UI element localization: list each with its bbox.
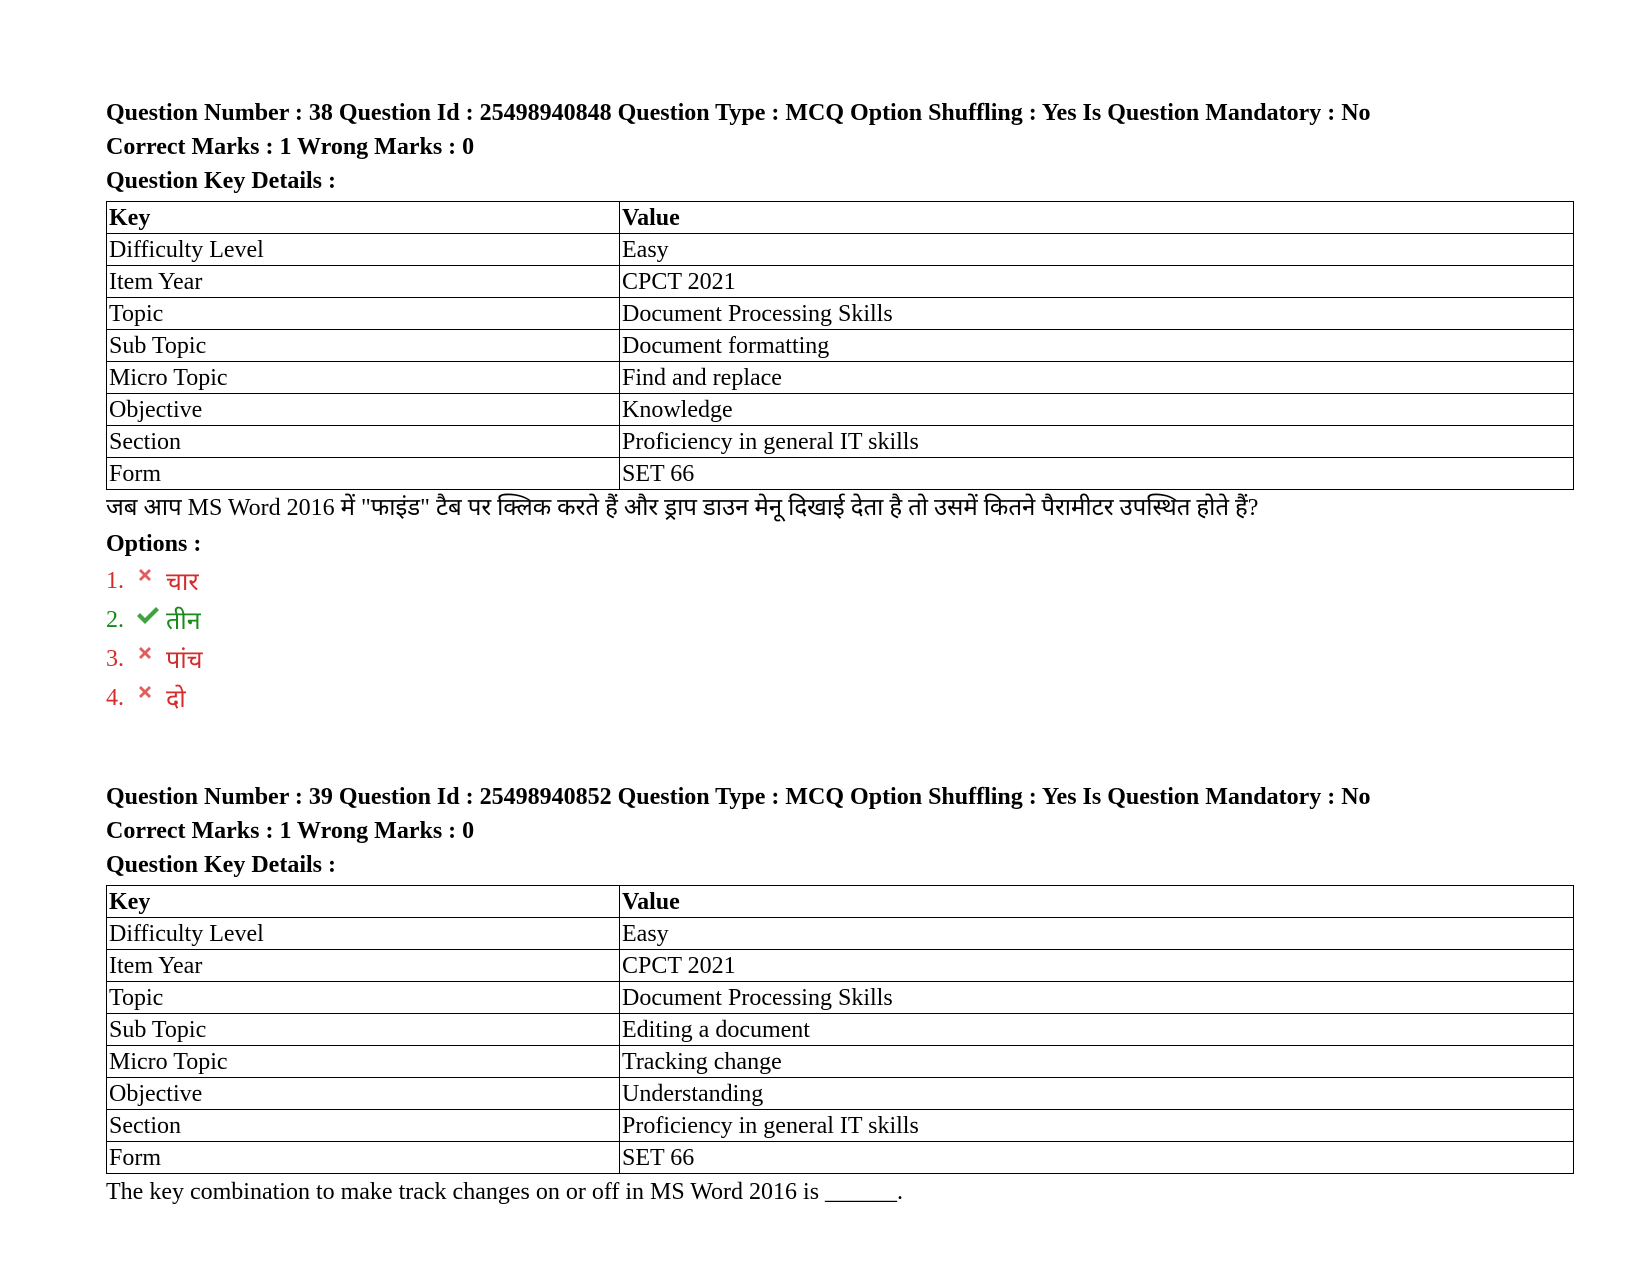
value-header: Value <box>620 886 1574 918</box>
option-number: 2. <box>106 607 124 633</box>
key-details-table <box>106 201 1574 490</box>
check-icon <box>134 609 162 633</box>
row-key: Micro Topic <box>107 1046 620 1078</box>
key-details-label: Question Key Details : <box>106 852 336 878</box>
option-number: 3. <box>106 646 124 672</box>
row-key: Item Year <box>107 266 620 298</box>
table-row <box>107 1078 1574 1110</box>
option-3 <box>106 640 1574 679</box>
table-row <box>107 266 1574 298</box>
row-value: CPCT 2021 <box>620 266 1574 298</box>
table-row <box>107 234 1574 266</box>
question-meta: Question Number : 39 Question Id : 25498940852 Question Type : MCQ Option Shuffling : Yes Is Question Mandatory : No <box>106 784 1371 810</box>
row-key: Micro Topic <box>107 362 620 394</box>
option-number: 1. <box>106 568 124 594</box>
question-text: जब आप MS Word 2016 में "फाइंड" टैब पर क्लिक करते हैं और ड्राप डाउन मेनू दिखाई देता है तो उसमें कितने पैरामीटर उपस्थित होते हैं? <box>106 495 1259 521</box>
row-key: Form <box>107 1142 620 1174</box>
row-value: CPCT 2021 <box>620 950 1574 982</box>
option-4 <box>106 679 1574 718</box>
row-key: Difficulty Level <box>107 234 620 266</box>
key-details-label: Question Key Details : <box>106 168 336 194</box>
option-1 <box>106 562 1574 601</box>
table-header-row <box>107 202 1574 234</box>
row-value: SET 66 <box>620 1142 1574 1174</box>
cross-icon <box>134 648 162 672</box>
option-text: चार <box>166 567 199 596</box>
question-block-39 <box>106 780 1574 1210</box>
row-value: Document Processing Skills <box>620 982 1574 1014</box>
row-value: Document Processing Skills <box>620 298 1574 330</box>
row-value: SET 66 <box>620 458 1574 490</box>
row-value: Easy <box>620 234 1574 266</box>
marks-line: Correct Marks : 1 Wrong Marks : 0 <box>106 818 475 844</box>
cross-icon <box>134 570 162 594</box>
option-text: पांच <box>166 645 203 674</box>
row-value: Understanding <box>620 1078 1574 1110</box>
table-row <box>107 918 1574 950</box>
table-row <box>107 1014 1574 1046</box>
row-key: Section <box>107 1110 620 1142</box>
row-value: Easy <box>620 918 1574 950</box>
table-row <box>107 362 1574 394</box>
row-value: Document formatting <box>620 330 1574 362</box>
table-header-row <box>107 886 1574 918</box>
table-row <box>107 458 1574 490</box>
table-row <box>107 1046 1574 1078</box>
option-text: तीन <box>166 606 201 635</box>
row-value: Proficiency in general IT skills <box>620 426 1574 458</box>
row-value: Tracking change <box>620 1046 1574 1078</box>
value-header: Value <box>620 202 1574 234</box>
table-row <box>107 982 1574 1014</box>
table-row <box>107 950 1574 982</box>
row-key: Topic <box>107 982 620 1014</box>
option-number: 4. <box>106 685 124 711</box>
key-details-table <box>106 885 1574 1174</box>
row-key: Sub Topic <box>107 1014 620 1046</box>
question-block-38 <box>106 96 1574 718</box>
marks-line: Correct Marks : 1 Wrong Marks : 0 <box>106 134 475 160</box>
row-value: Knowledge <box>620 394 1574 426</box>
row-value: Find and replace <box>620 362 1574 394</box>
table-row <box>107 394 1574 426</box>
table-row <box>107 1142 1574 1174</box>
option-text: दो <box>166 684 186 713</box>
row-key: Section <box>107 426 620 458</box>
table-row <box>107 298 1574 330</box>
key-header: Key <box>107 886 620 918</box>
row-key: Topic <box>107 298 620 330</box>
row-key: Item Year <box>107 950 620 982</box>
row-key: Sub Topic <box>107 330 620 362</box>
table-row <box>107 1110 1574 1142</box>
row-value: Editing a document <box>620 1014 1574 1046</box>
row-key: Objective <box>107 1078 620 1110</box>
options-label: Options : <box>106 531 202 557</box>
question-text: The key combination to make track changes on or off in MS Word 2016 is ______. <box>106 1179 904 1205</box>
question-meta: Question Number : 38 Question Id : 25498940848 Question Type : MCQ Option Shuffling : Yes Is Question Mandatory : No <box>106 100 1371 126</box>
row-key: Difficulty Level <box>107 918 620 950</box>
row-value: Proficiency in general IT skills <box>620 1110 1574 1142</box>
cross-icon <box>134 687 162 711</box>
row-key: Form <box>107 458 620 490</box>
row-key: Objective <box>107 394 620 426</box>
table-row <box>107 426 1574 458</box>
key-header: Key <box>107 202 620 234</box>
table-row <box>107 330 1574 362</box>
option-2 <box>106 601 1574 640</box>
